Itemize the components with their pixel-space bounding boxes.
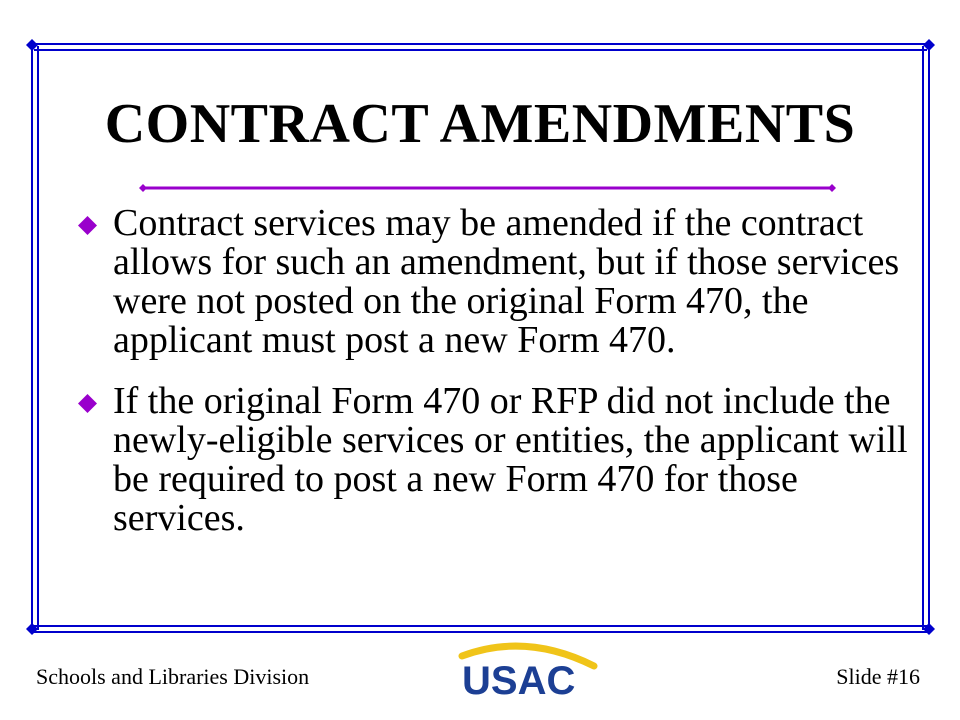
bullet-list (78, 204, 908, 560)
logo-text: USAC (462, 659, 576, 702)
slide-title: CONTRACT AMENDMENTS (104, 93, 856, 155)
bullet-item (78, 204, 908, 360)
bullet-item (78, 382, 908, 538)
corner-diamond-icon (26, 623, 38, 635)
slide-number: Slide #16 (836, 664, 920, 689)
diamond-bullet-icon (78, 394, 97, 413)
footer-division: Schools and Libraries Division (36, 664, 310, 689)
diamond-bullet-icon (78, 216, 97, 235)
bullet-text: If the original Form 470 or RFP did not include the newly-eligible services or entities, the applicant will be required to post a new Form 470 for those services. (113, 380, 908, 539)
bullet-text: Contract services may be amended if the contract allows for such an amendment, but if those services were not posted on the original Form 470, the applicant must post a new Form 470. (113, 202, 900, 361)
corner-diamond-icon (923, 623, 935, 635)
usac-logo (456, 640, 606, 702)
